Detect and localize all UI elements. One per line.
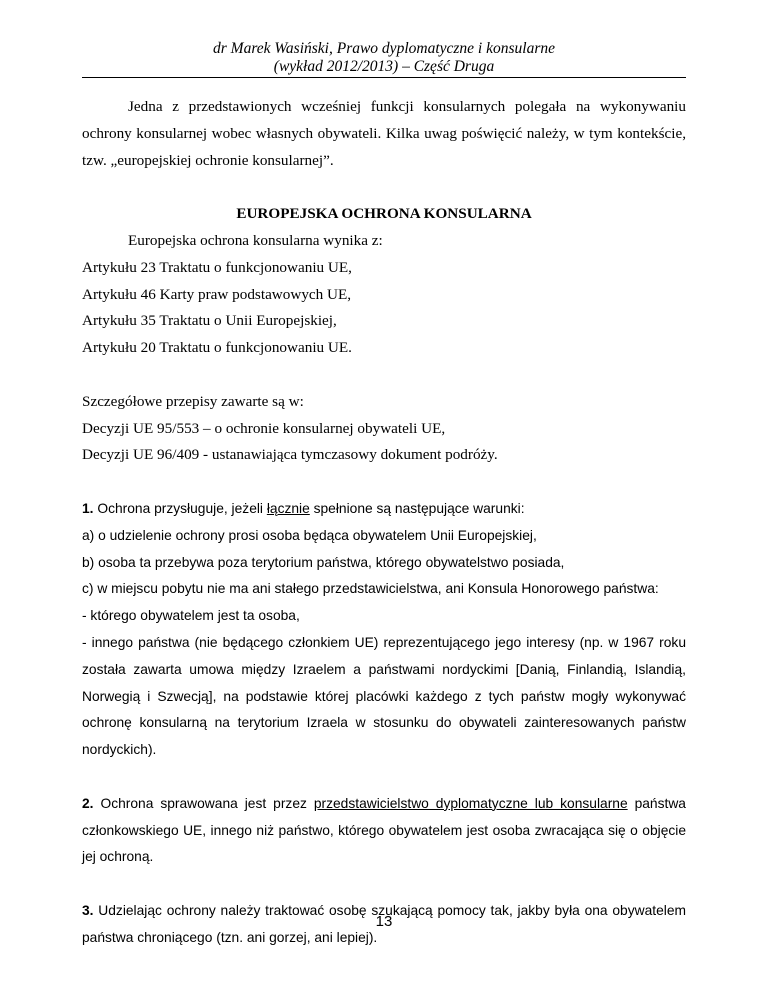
point-text: państwa członkowskiego UE, innego niż państwo, którego obywatelem jest osoba zwracająca się o objęcie jej ochroną. <box>82 795 686 865</box>
underlined-term: przedstawicielstwo dyplomatyczne lub konsularne <box>313 795 628 811</box>
details-item: Decyzji UE 95/553 – o ochronie konsularnej obywateli UE, <box>82 419 446 437</box>
condition-b: b) osoba ta przebywa poza terytorium państwa, którego obywatelstwo posiada, <box>82 554 565 570</box>
point-number: 3. <box>82 902 94 918</box>
intro-paragraph: Jedna z przedstawionych wcześniej funkcji konsularnych polegała na wykonywaniu ochrony konsularnej wobec własnych obywateli. Kilka uwag poświęcić należy, w tym kontekście, tzw. „europejskiej ochronie konsularnej”. <box>82 98 686 169</box>
header-subtitle: (wykład 2012/2013) – Część Druga <box>273 58 495 75</box>
condition-c: c) w miejscu pobytu nie ma ani stałego przedstawicielstwa, ani Konsula Honorowego państwa: <box>82 581 659 597</box>
header-title: dr Marek Wasiński, Prawo dyplomatyczne i konsularne <box>213 40 555 57</box>
page-body <box>82 94 686 952</box>
point-text: spełnione są następujące warunki: <box>309 500 525 516</box>
source-item: Artykułu 35 Traktatu o Unii Europejskiej, <box>82 312 337 330</box>
point-text: Ochrona sprawowana jest przez <box>93 795 314 811</box>
point-1 <box>82 496 686 764</box>
point-number: 2. <box>82 795 94 811</box>
point-number: 1. <box>82 500 94 516</box>
condition-c-dash-2: - innego państwa (nie będącego członkiem UE) reprezentującego jego interesy (np. w 1967 roku została zawarta umowa między Izraelem a państwami nordyckimi [Danią, Finlandią, Islandią, Norwegią i Szwecją], na podstawie której placówki każdego z tych państw mogły wykonywać ochronę konsularną na terytorium Izraela w stosunku do obywateli zainteresowanych państw nordyckich). <box>82 634 686 758</box>
section-lead: Europejska ochrona konsularna wynika z: <box>128 231 383 249</box>
condition-a: a) o udzielenie ochrony prosi osoba będąca obywatelem Unii Europejskiej, <box>82 527 537 543</box>
point-2 <box>82 791 686 871</box>
spacer <box>82 764 686 791</box>
source-item: Artykułu 20 Traktatu o funkcjonowaniu UE. <box>82 339 352 357</box>
point-text: Ochrona przysługuje, jeżeli <box>93 500 267 516</box>
point-1-lead <box>82 496 686 523</box>
source-item: Artykułu 23 Traktatu o funkcjonowaniu UE, <box>82 258 352 276</box>
source-item: Artykułu 46 Karty praw podstawowych UE, <box>82 285 352 303</box>
point-text: Udzielając ochrony należy traktować osobę szukającą pomocy tak, jakby była ona obywatelem państwa chroniącego (tzn. ani gorzej, ani lepiej). <box>82 902 686 945</box>
condition-c-dash-1: - którego obywatelem jest ta osoba, <box>82 608 300 624</box>
details-lead: Szczegółowe przepisy zawarte są w: <box>82 392 304 410</box>
header-rule <box>82 77 686 78</box>
page-header <box>0 40 768 76</box>
spacer <box>82 174 686 201</box>
spacer <box>82 469 686 496</box>
section-heading: EUROPEJSKA OCHRONA KONSULARNA <box>236 205 532 223</box>
spacer <box>82 362 686 389</box>
details-item: Decyzji UE 96/409 - ustanawiająca tymczasowy dokument podróży. <box>82 446 498 464</box>
underlined-term: łącznie <box>266 500 310 516</box>
page-number: 13 <box>375 913 393 930</box>
spacer <box>82 871 686 898</box>
